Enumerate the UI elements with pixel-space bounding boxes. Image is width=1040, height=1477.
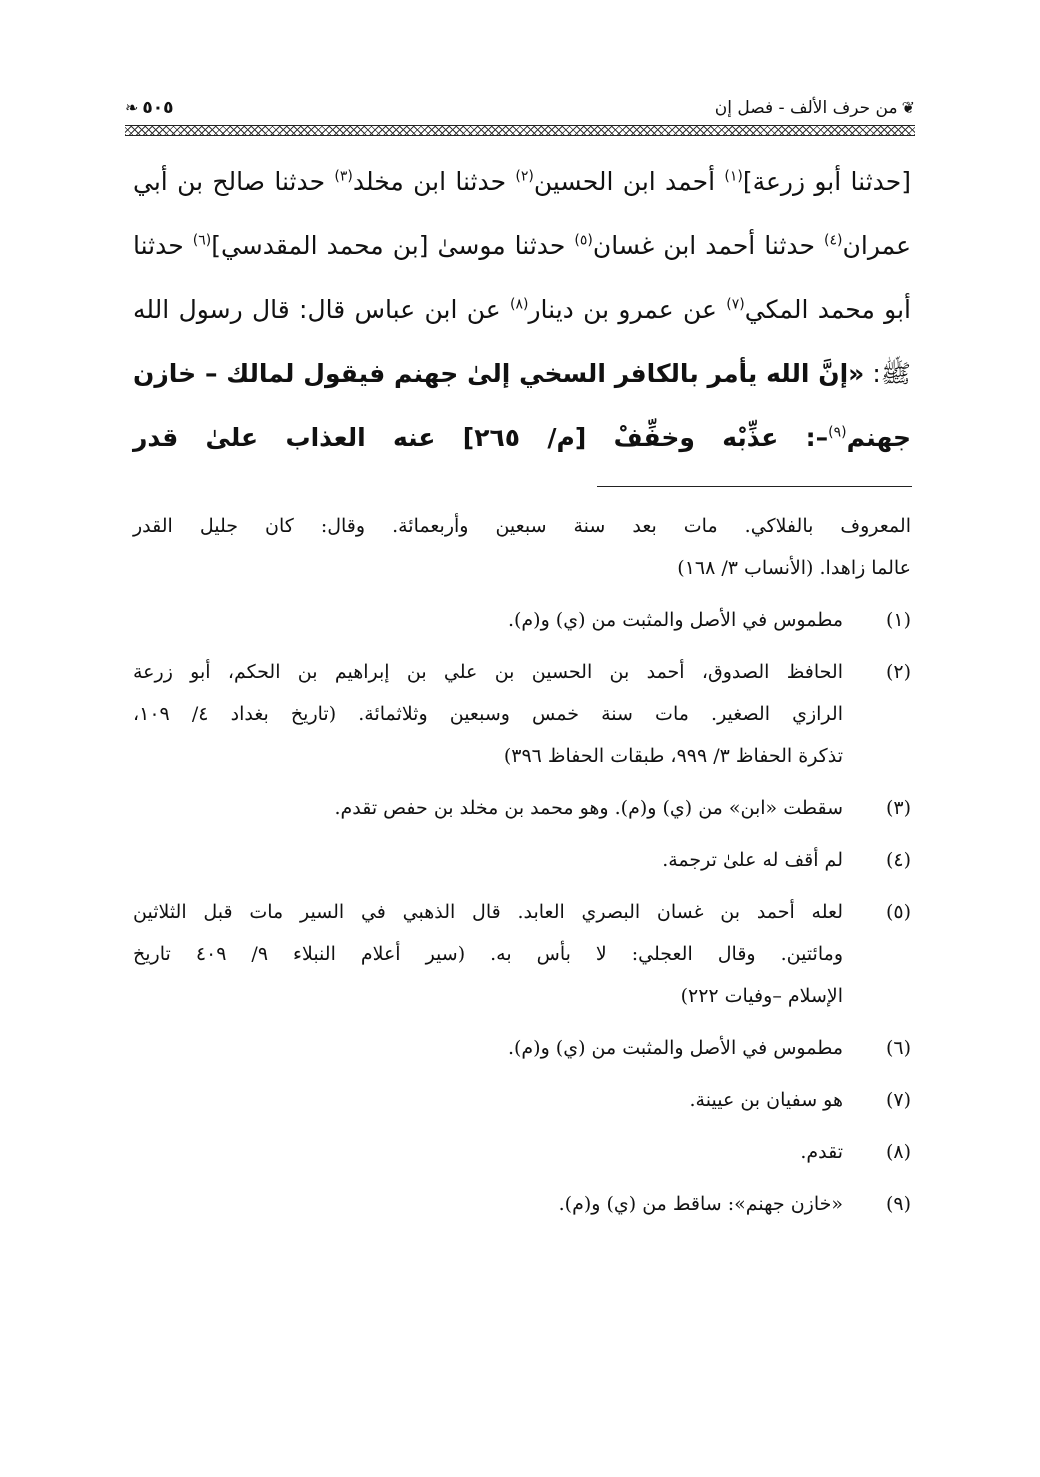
footnote-number: (٣)	[885, 797, 911, 819]
header-rule	[125, 125, 915, 136]
footnote-continuation	[133, 505, 911, 589]
footnote-8	[133, 1131, 911, 1173]
footnote-number: (٩)	[885, 1193, 911, 1215]
footnote-line: تذكرة الحفاظ ٣/ ٩٩٩، طبقات الحفاظ ٣٩٦)	[503, 745, 843, 767]
hadith-text: –: عذِّبْه وخفِّفْ [م/ ٢٦٥] عنه العذاب علىٰ قدر	[133, 423, 829, 452]
footnote-line: المعروف بالفلاكي. مات بعد سنة سبعين وأربعمائة. وقال: كان جليل القدر	[133, 515, 911, 537]
main-text-segment: حدثنا أحمد ابن غسان	[592, 231, 825, 260]
footnote-line: الرازي الصغير. مات سنة خمس وسبعين وثلاثمائة. (تاريخ بغداد ٤/ ١٠٩،	[133, 703, 843, 725]
footnote-ref: (٤)	[824, 232, 843, 249]
footnote-number: (١)	[885, 609, 911, 631]
main-text-segment: حدثنا ابن مخلد	[352, 167, 516, 196]
footnote-line: الإسلام –وفيات ٢٢٢)	[680, 985, 843, 1007]
footnote-number: (٢)	[885, 661, 911, 683]
footnote-9	[133, 1183, 911, 1225]
footnote-number: (٦)	[885, 1037, 911, 1059]
footnote-text: مطموس في الأصل والمثبت من (ي) و(م).	[507, 1037, 843, 1059]
footnote-ref: (٩)	[828, 424, 847, 441]
footnote-text	[133, 891, 843, 1017]
running-header	[125, 98, 915, 138]
footnote-text: لم أقف له علىٰ ترجمة.	[662, 849, 843, 871]
hadith-text: «إنَّ الله يأمر بالكافر السخي إلىٰ جهنم فيقول لمالك – خازن جهنم	[133, 359, 911, 452]
footnote-ref: (١)	[724, 168, 743, 185]
footnote-line: ومائتين. وقال العجلي: لا بأس به. (سير أعلام النبلاء ٩/ ٤٠٩ تاريخ	[133, 943, 843, 965]
footnote-ref: (٨)	[510, 296, 529, 313]
footnote-text: مطموس في الأصل والمثبت من (ي) و(م).	[507, 609, 843, 631]
header-title: من حرف الألف - فصل إن	[714, 98, 898, 118]
footnote-ref: (٢)	[515, 168, 534, 185]
main-text-segment: حدثنا موسىٰ [بن محمد المقدسي]	[211, 231, 575, 260]
main-text-segment: حدثنا أبو محمد المكي	[133, 231, 911, 324]
footnote-number: (٥)	[885, 901, 911, 923]
footnote-text: تقدم.	[800, 1141, 843, 1163]
page-number: ٥٠٥	[142, 98, 174, 118]
header-title-group	[715, 98, 915, 118]
footnote-number: (٧)	[885, 1089, 911, 1111]
main-text-segment: حدثنا صالح بن أبي عمران	[133, 167, 911, 260]
main-text	[133, 150, 911, 470]
footnote-separator	[597, 486, 912, 487]
footnote-text: سقطت «ابن» من (ي) و(م). وهو محمد بن مخلد بن حفص تقدم.	[334, 797, 843, 819]
footnote-ref: (٣)	[334, 168, 353, 185]
footnotes	[133, 505, 911, 1225]
footnote-7	[133, 1079, 911, 1121]
footnote-5	[133, 891, 911, 1017]
ornament-icon: ❧	[125, 98, 139, 117]
footnote-line: لعله أحمد بن غسان البصري العابد. قال الذهبي في السير مات قبل الثلاثين	[133, 901, 843, 923]
footnote-3	[133, 787, 911, 829]
footnote-ref: (٦)	[192, 232, 212, 249]
footnote-text	[133, 651, 843, 777]
main-text-segment: عن ابن عباس قال: قال رسول الله ﷺ:	[133, 295, 911, 388]
footnote-text: هو سفيان بن عيينة.	[689, 1089, 843, 1111]
footnote-text: «خازن جهنم»: ساقط من (ي) و(م).	[558, 1193, 843, 1215]
footnote-1	[133, 599, 911, 641]
main-text-segment: [حدثنا أبو زرعة]	[742, 167, 911, 196]
footnote-ref: (٥)	[574, 232, 593, 249]
footnote-line: عالما زاهدا. (الأنساب ٣/ ١٦٨)	[677, 557, 911, 579]
ornament-icon: ❦	[901, 98, 915, 117]
footnote-6	[133, 1027, 911, 1069]
footnote-number: (٤)	[885, 849, 911, 871]
main-text-segment: عن عمرو بن دينار	[528, 295, 727, 324]
footnote-ref: (٧)	[726, 296, 745, 313]
main-text-segment: أحمد ابن الحسين	[533, 167, 725, 196]
footnote-number: (٨)	[885, 1141, 911, 1163]
footnote-2	[133, 651, 911, 777]
header-page-group	[125, 98, 174, 118]
footnote-line: الحافظ الصدوق، أحمد بن الحسين بن علي بن إبراهيم بن الحكم، أبو زرعة	[133, 661, 843, 683]
footnote-4	[133, 839, 911, 881]
